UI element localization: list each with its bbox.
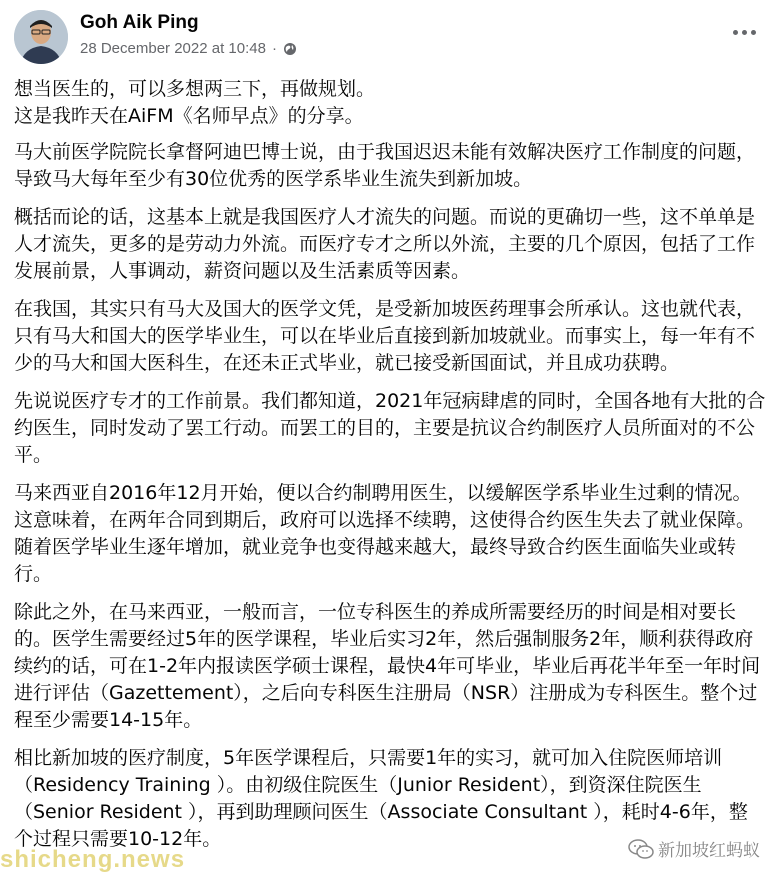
dot bbox=[733, 30, 738, 35]
more-options-button[interactable] bbox=[726, 20, 762, 44]
globe-icon bbox=[283, 42, 297, 56]
post-paragraph: 马大前医学院院长拿督阿迪巴博士说，由于我国迟迟未能有效解决医疗工作制度的问题，导致马大每年至少有30位优秀的医学系毕业生流失到新加坡。 bbox=[14, 141, 756, 190]
post-paragraph: 马来西亚自2016年12月开始，便以合约制聘用医生，以缓解医学系毕业生过剩的情况。这意味着，在两年合同到期后，政府可以选择不续聘，这使得合约医生失去了就业保障。随着医学毕业生逐年增加，就业竞争也变得越来越大，最终导致合约医生面临失业或转行。 bbox=[14, 482, 756, 585]
meta-separator: · bbox=[271, 40, 277, 57]
author-name[interactable]: Goh Aik Ping bbox=[80, 12, 199, 33]
watermark-right-text: 新加坡红蚂蚁 bbox=[658, 841, 760, 861]
post-paragraph: 概括而论的话，这基本上就是我国医疗人才流失的问题。而说的更确切一些，这不单单是人才流失，更多的是劳动力外流。而医疗专才之所以外流，主要的几个原因，包括了工作发展前景，人事调动，薪资问题以及生活素质等因素。 bbox=[14, 206, 756, 282]
post-paragraph: 在我国，其实只有马大及国大的医学文凭，是受新加坡医药理事会所承认。这也就代表，只有马大和国大的医学毕业生，可以在毕业后直接到新加坡就业。而事实上，每一年有不少的马大和国大医科生，在还未正式毕业，就已接受新国面试，并且成功获聘。 bbox=[14, 298, 756, 374]
post-paragraph: 相比新加坡的医疗制度，5年医学课程后，只需要1年的实习，就可加入住院医师培训（Residency Training ）。由初级住院医生（Junior Resident），到资深住院医生（Senior Resident ），再到助理顾问医生（Associate Consultant ），耗时4-6年，整个过程只需要10-12年。 bbox=[14, 747, 748, 850]
wechat-icon bbox=[628, 838, 654, 860]
post-meta bbox=[80, 40, 297, 57]
post-paragraph: 除此之外，在马来西亚，一般而言，一位专科医生的养成所需要经历的时间是相对要长的。医学生需要经过5年的医学课程，毕业后实习2年，然后强制服务2年，顺利获得政府续约的话，可在1-2年内报读医学硕士课程，最快4年可毕业，毕业后再花半年至一年时间进行评估（Gazettement），之后向专科医生注册局（NSR）注册成为专科医生。整个过程至少需要14-15年。 bbox=[14, 601, 761, 731]
dot bbox=[742, 30, 747, 35]
post-header bbox=[14, 10, 766, 66]
avatar[interactable] bbox=[14, 10, 68, 64]
watermark-right bbox=[628, 836, 760, 861]
dot bbox=[751, 30, 756, 35]
watermark-left: shicheng.news bbox=[0, 846, 186, 873]
post-body bbox=[14, 76, 766, 864]
post-date[interactable]: 28 December 2022 at 10:48 bbox=[80, 40, 266, 57]
post-paragraph: 想当医生的，可以多想两三下，再做规划。 这是我昨天在AiFM《名师早点》的分享。 bbox=[14, 78, 376, 127]
post-paragraph: 先说说医疗专才的工作前景。我们都知道，2021年冠病肆虐的同时，全国各地有大批的合约医生，同时发动了罢工行动。而罢工的目的，主要是抗议合约制医疗人员所面对的不公平。 bbox=[14, 390, 766, 466]
